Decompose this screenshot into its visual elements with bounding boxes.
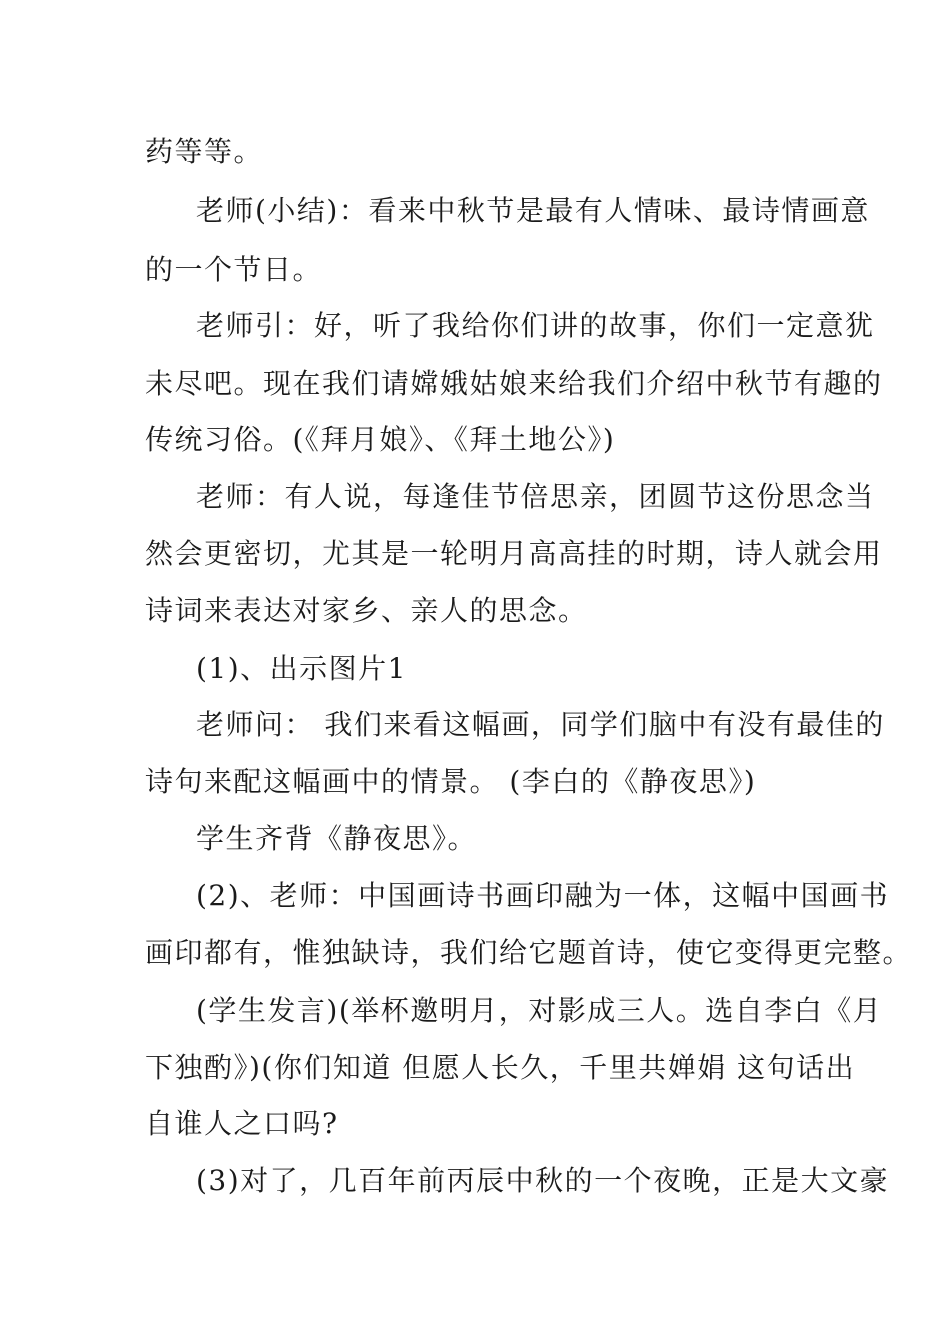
text-line: 下独酌》)(你们知道 但愿人长久，千里共婵娟 这句话出 bbox=[145, 1051, 856, 1084]
paragraph-line: 学生齐背《静夜思》。 bbox=[196, 822, 478, 855]
text-line: 画印都有，惟独缺诗，我们给它题首诗，使它变得更完整。 bbox=[145, 936, 913, 969]
text-line: 自谁人之口吗? bbox=[145, 1107, 339, 1140]
text-line: 的一个节日。 bbox=[145, 253, 323, 286]
text-line: 传统习俗。(《拜月娘》、《拜土地公》) bbox=[145, 423, 616, 456]
text-line: 药等等。 bbox=[145, 135, 264, 168]
paragraph-line: (3)对了，几百年前丙辰中秋的一个夜晚，正是大文豪 bbox=[196, 1164, 890, 1197]
text-line: 然会更密切，尤其是一轮明月高高挂的时期，诗人就会用 bbox=[145, 537, 883, 570]
text-line: 诗句来配这幅画中的情景。 (李白的《静夜思》) bbox=[145, 765, 757, 798]
paragraph-line: 老师：有人说，每逢佳节倍思亲，团圆节这份思念当 bbox=[196, 480, 875, 513]
paragraph-line: (2)、老师：中国画诗书画印融为一体，这幅中国画书 bbox=[196, 879, 890, 912]
paragraph-line: 老师问： 我们来看这幅画，同学们脑中有没有最佳的 bbox=[196, 708, 885, 741]
paragraph-line: (1)、出示图片1 bbox=[196, 652, 407, 685]
text-line: 诗词来表达对家乡、亲人的思念。 bbox=[145, 594, 588, 627]
paragraph-line: 老师(小结)：看来中秋节是最有人情味、最诗情画意 bbox=[196, 194, 870, 227]
paragraph-line: 老师引：好，听了我给你们讲的故事，你们一定意犹 bbox=[196, 309, 875, 342]
paragraph-line: (学生发言)(举杯邀明月，对影成三人。选自李白《月 bbox=[196, 994, 883, 1027]
text-line: 未尽吧。现在我们请嫦娥姑娘来给我们介绍中秋节有趣的 bbox=[145, 367, 883, 400]
